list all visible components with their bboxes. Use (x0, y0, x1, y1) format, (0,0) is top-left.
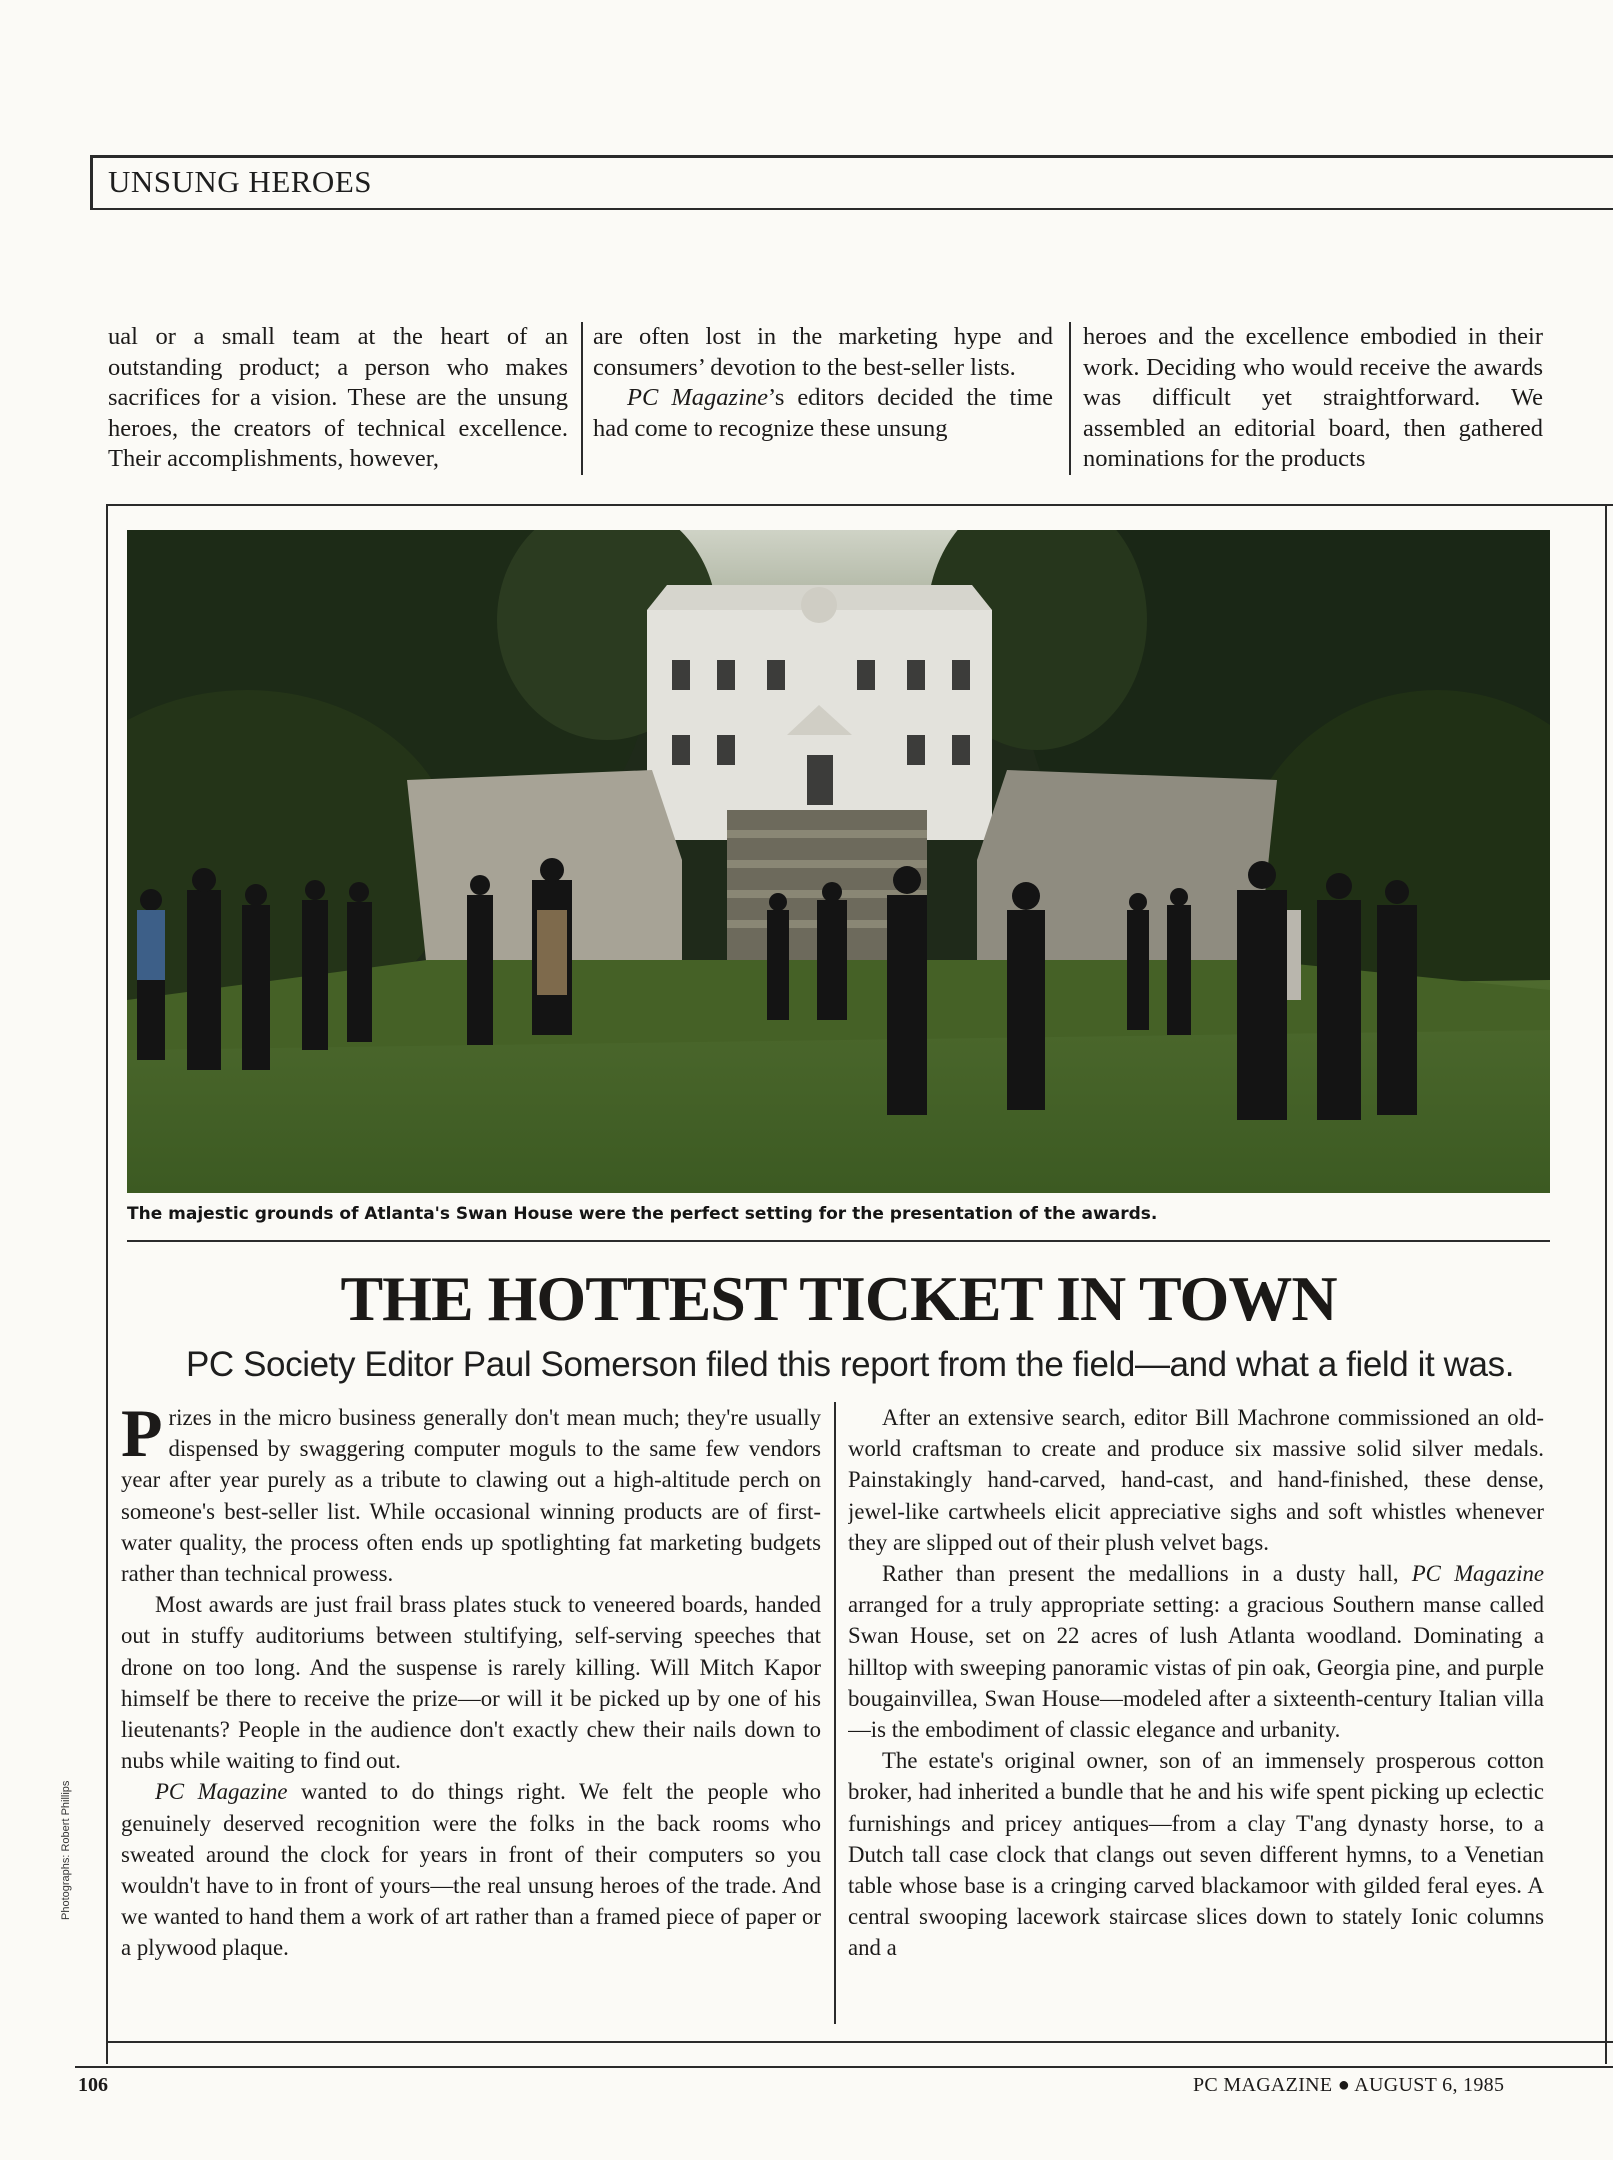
body-paragraph-text: rizes in the micro business generally don't mean much; they're usually dispensed by swaggering computer moguls to the same few vendors year after year purely as a tribute to clawing out a high-altitude perch on someone's best-seller list. While occasional winning products are of first-water quality, the process often ends up spotlighting fat marketing budgets rather than technical prowess. (121, 1405, 821, 1587)
intro-column-3-text: heroes and the excellence embodied in their work. Deciding who would receive the awards was difficult yet straightforward. We assembled an editorial board, then gathered nominations for the products (1083, 323, 1543, 472)
intro-column-1-text: ual or a small team at the heart of an outstanding product; a person who makes sacrifices for a vision. These are the unsung heroes, the creators of technical excellence. Their accomplishments, however, (108, 323, 568, 472)
page-number: 106 (78, 2074, 108, 2096)
intro-column-3 (1083, 322, 1543, 482)
body-paragraph (121, 1402, 821, 1589)
running-footer: PC MAGAZINE ● AUGUST 6, 1985 (1193, 2074, 1505, 2096)
body-paragraph (121, 1776, 821, 1963)
intro-column-2-p2-text: ’s editors decided the time had come to recognize these unsung (593, 384, 1053, 442)
intro-column-2-p1: are often lost in the marketing hype and consumers’ devotion to the best-seller lists. (593, 323, 1053, 381)
section-title: UNSUNG HEROES (108, 164, 372, 199)
box-rule-bottom (106, 2041, 1613, 2043)
intro-column-2 (593, 322, 1053, 482)
body-column-left (121, 1402, 821, 2028)
box-rule-right (1605, 504, 1607, 2064)
photo-credit: Photographs: Robert Phillips (60, 1780, 72, 1920)
magazine-name: PC Magazine (627, 384, 769, 411)
swan-house-photo (127, 530, 1550, 1193)
body-paragraph (848, 1558, 1544, 1745)
body-paragraph: Most awards are just frail brass plates stuck to veneered boards, handed out in stuffy auditoriums between stultifying, self-serving speeches that drone on too long. And the suspense is rarely killing. Will Mitch Kapor himself be there to receive the prize—or will it be picked up by one of his lieutenants? People in the audience don't exactly chew their nails down to nubs while waiting to find out. (121, 1592, 821, 1774)
magazine-name: PC Magazine (1411, 1561, 1544, 1587)
magazine-name: PC Magazine (155, 1779, 288, 1805)
body-paragraph: The estate's original owner, son of an immensely prosperous cotton broker, had inherited a bundle that he and his wife spent picking up eclectic furnishings and pricey antiques—from a clay T'ang dynasty horse, to a Dutch tall case clock that clangs out seven different hymns, to a Venetian table whose base is a cringing carved blackamoor with gilded feral eyes. A central swooping lacework staircase slices down to stately Ionic columns and a (848, 1748, 1544, 1961)
body-paragraph-text: Rather than present the medallions in a dusty hall, (882, 1561, 1412, 1587)
deck: PC Society Editor Paul Somerson filed this report from the field—and what a field it was. (185, 1345, 1515, 1384)
column-divider (1069, 322, 1071, 475)
footer-rule (75, 2066, 1613, 2068)
box-rule-left (106, 504, 108, 2064)
body-paragraph-text: wanted to do things right. We felt the people who genuinely deserved recognition were the folks in the back rooms who sweated around the clock for years in front of their computers so you wouldn't have to in front of yours—the real unsung heroes of the trade. And we wanted to hand them a work of art rather than a framed piece of paper or a plywood plaque. (121, 1779, 821, 1961)
intro-column-1 (108, 322, 568, 482)
photo-swan-house-lawn-icon (127, 530, 1550, 1193)
header-rule-top (90, 155, 1613, 158)
body-paragraph: After an extensive search, editor Bill Machrone commissioned an old-world craftsman to create and produce six massive solid silver medals. Painstakingly hand-carved, hand-cast, and hand-finished, these dense, jewel-like cartwheels elicit appreciative sighs and soft whistles whenever they are slipped out of their plush velvet bags. (848, 1405, 1544, 1555)
intro-column-2-p2 (593, 383, 1053, 444)
body-paragraph-text: arranged for a truly appropriate setting: a gracious Southern manse called Swan House, set on 22 acres of lush Atlanta woodland. Dominating a hilltop with sweeping panoramic vistas of pin oak, Georgia pine, and purple bougainvillea, Swan House—modeled after a sixteenth-century Italian villa—is the embodiment of classic elegance and urbanity. (848, 1592, 1544, 1743)
column-divider (581, 322, 583, 475)
body-column-right (848, 1402, 1544, 2028)
caption-rule (127, 1240, 1550, 1242)
photo-caption: The majestic grounds of Atlanta's Swan House were the perfect setting for the presentation of the awards. (127, 1204, 1158, 1224)
box-rule-top (106, 504, 1613, 506)
header-rule-bottom (90, 208, 1613, 210)
header-rule-left (90, 155, 93, 210)
drop-cap: P (121, 1402, 163, 1471)
column-divider (834, 1402, 836, 2024)
headline: THE HOTTEST TICKET IN TOWN (340, 1263, 1337, 1334)
